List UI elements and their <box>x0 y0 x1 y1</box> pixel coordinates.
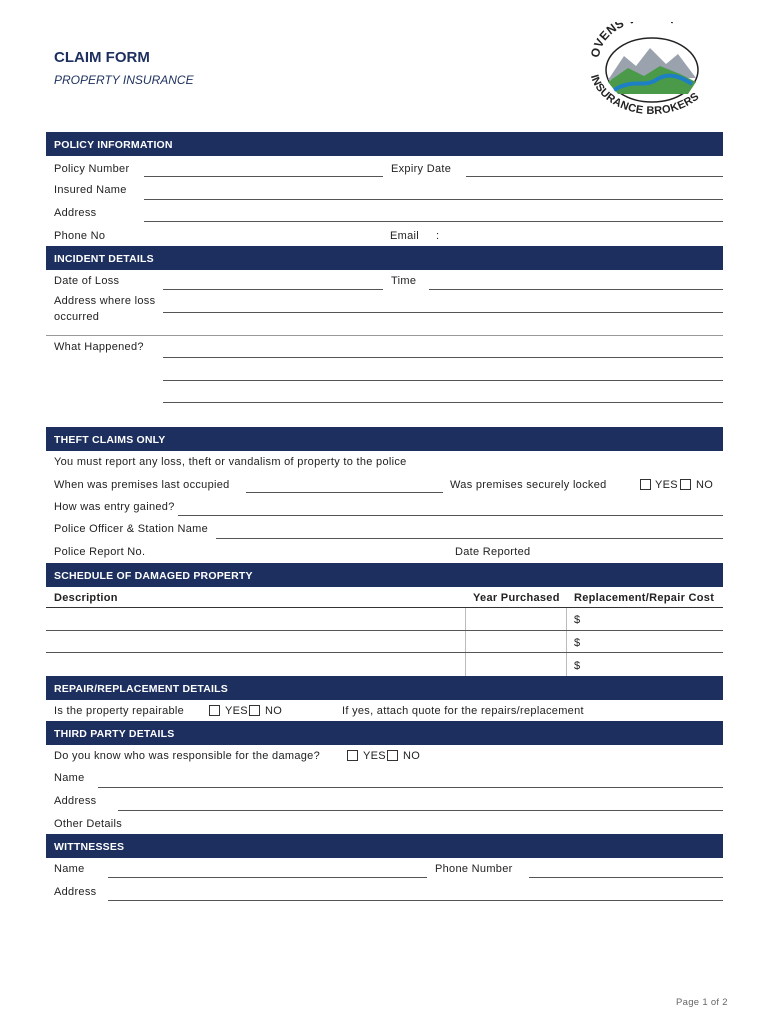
page-number: Page 1 of 2 <box>676 997 728 1008</box>
responsible-yes-label: YES <box>363 750 386 762</box>
logo-graphic <box>584 22 718 118</box>
repairable-no-checkbox[interactable] <box>249 705 260 716</box>
repair-quote-note: If yes, attach quote for the repairs/replacement <box>342 705 584 717</box>
section-repair-header: REPAIR/REPLACEMENT DETAILS <box>46 676 723 700</box>
witness-phone-field[interactable] <box>529 877 723 878</box>
section-incident-header: INCIDENT DETAILS <box>46 246 723 270</box>
third-party-other-label: Other Details <box>54 818 123 830</box>
date-of-loss-field[interactable] <box>163 289 383 290</box>
third-party-address-field[interactable] <box>118 810 723 811</box>
repairable-no-label: NO <box>265 705 283 717</box>
policy-number-label: Policy Number <box>54 163 130 175</box>
theft-notice: You must report any loss, theft or vandalism of property to the police <box>54 456 407 468</box>
address-label: Address <box>54 207 97 219</box>
locked-yes-checkbox[interactable] <box>640 479 651 490</box>
officer-station-field[interactable] <box>216 538 723 539</box>
last-occupied-label: When was premises last occupied <box>54 479 230 491</box>
section-theft-header: THEFT CLAIMS ONLY <box>46 427 723 451</box>
witness-address-label: Address <box>54 886 97 898</box>
insured-name-field[interactable] <box>144 199 723 200</box>
repairable-yes-label: YES <box>225 705 248 717</box>
witness-name-field[interactable] <box>108 877 427 878</box>
form-subtitle: PROPERTY INSURANCE <box>54 73 194 87</box>
loss-address-label-2: occurred <box>54 311 100 323</box>
witness-address-field[interactable] <box>108 900 723 901</box>
divider <box>46 335 723 336</box>
responsible-yes-checkbox[interactable] <box>347 750 358 761</box>
schedule-row-1-currency: $ <box>574 614 581 626</box>
schedule-row-1[interactable] <box>46 630 723 631</box>
insured-name-label: Insured Name <box>54 184 127 196</box>
expiry-date-field[interactable] <box>466 176 723 177</box>
section-witnesses-header: WITTNESSES <box>46 834 723 858</box>
locked-yes-label: YES <box>655 479 678 491</box>
address-field[interactable] <box>144 221 723 222</box>
email-colon: : <box>436 230 440 242</box>
loss-address-label-1: Address where loss <box>54 295 156 307</box>
locked-no-checkbox[interactable] <box>680 479 691 490</box>
policy-number-field[interactable] <box>144 176 383 177</box>
what-happened-line-1[interactable] <box>163 357 723 358</box>
officer-station-label: Police Officer & Station Name <box>54 523 209 535</box>
repairable-label: Is the property repairable <box>54 705 185 717</box>
securely-locked-label: Was premises securely locked <box>450 479 607 491</box>
section-policy-header: POLICY INFORMATION <box>46 132 723 156</box>
schedule-col-divider-2 <box>566 608 567 676</box>
third-party-address-label: Address <box>54 795 97 807</box>
time-label: Time <box>391 275 417 287</box>
date-of-loss-label: Date of Loss <box>54 275 120 287</box>
company-logo <box>584 22 718 118</box>
repairable-yes-checkbox[interactable] <box>209 705 220 716</box>
col-year-purchased: Year Purchased <box>473 592 560 604</box>
what-happened-line-2[interactable] <box>163 380 723 381</box>
section-schedule-header: SCHEDULE OF DAMAGED PROPERTY <box>46 563 723 587</box>
third-party-name-field[interactable] <box>98 787 723 788</box>
responsible-no-label: NO <box>403 750 421 762</box>
locked-no-label: NO <box>696 479 714 491</box>
phone-label: Phone No <box>54 230 106 242</box>
last-occupied-field[interactable] <box>246 492 443 493</box>
logo-text-top: OVENS <box>587 22 627 59</box>
witness-phone-label: Phone Number <box>435 863 513 875</box>
schedule-row-2[interactable] <box>46 652 723 653</box>
date-reported-label: Date Reported <box>455 546 531 558</box>
witness-name-label: Name <box>54 863 85 875</box>
schedule-col-divider-1 <box>465 608 466 676</box>
form-title: CLAIM FORM <box>54 49 150 66</box>
responsible-no-checkbox[interactable] <box>387 750 398 761</box>
schedule-header-rule <box>46 607 723 608</box>
schedule-row-2-currency: $ <box>574 637 581 649</box>
logo-text-bottom: INSURANCE BROKERS <box>587 73 702 118</box>
col-description: Description <box>54 592 118 604</box>
third-party-name-label: Name <box>54 772 85 784</box>
expiry-date-label: Expiry Date <box>391 163 452 175</box>
section-third-party-header: THIRD PARTY DETAILS <box>46 721 723 745</box>
loss-address-field[interactable] <box>163 312 723 313</box>
email-label: Email <box>390 230 420 242</box>
time-field[interactable] <box>429 289 723 290</box>
entry-gained-label: How was entry gained? <box>54 501 175 513</box>
schedule-row-3-currency: $ <box>574 660 581 672</box>
what-happened-label: What Happened? <box>54 341 144 353</box>
col-replacement-cost: Replacement/Repair Cost <box>574 592 715 604</box>
what-happened-line-3[interactable] <box>163 402 723 403</box>
responsible-label: Do you know who was responsible for the damage? <box>54 750 321 762</box>
entry-gained-field[interactable] <box>178 515 723 516</box>
report-no-label: Police Report No. <box>54 546 146 558</box>
